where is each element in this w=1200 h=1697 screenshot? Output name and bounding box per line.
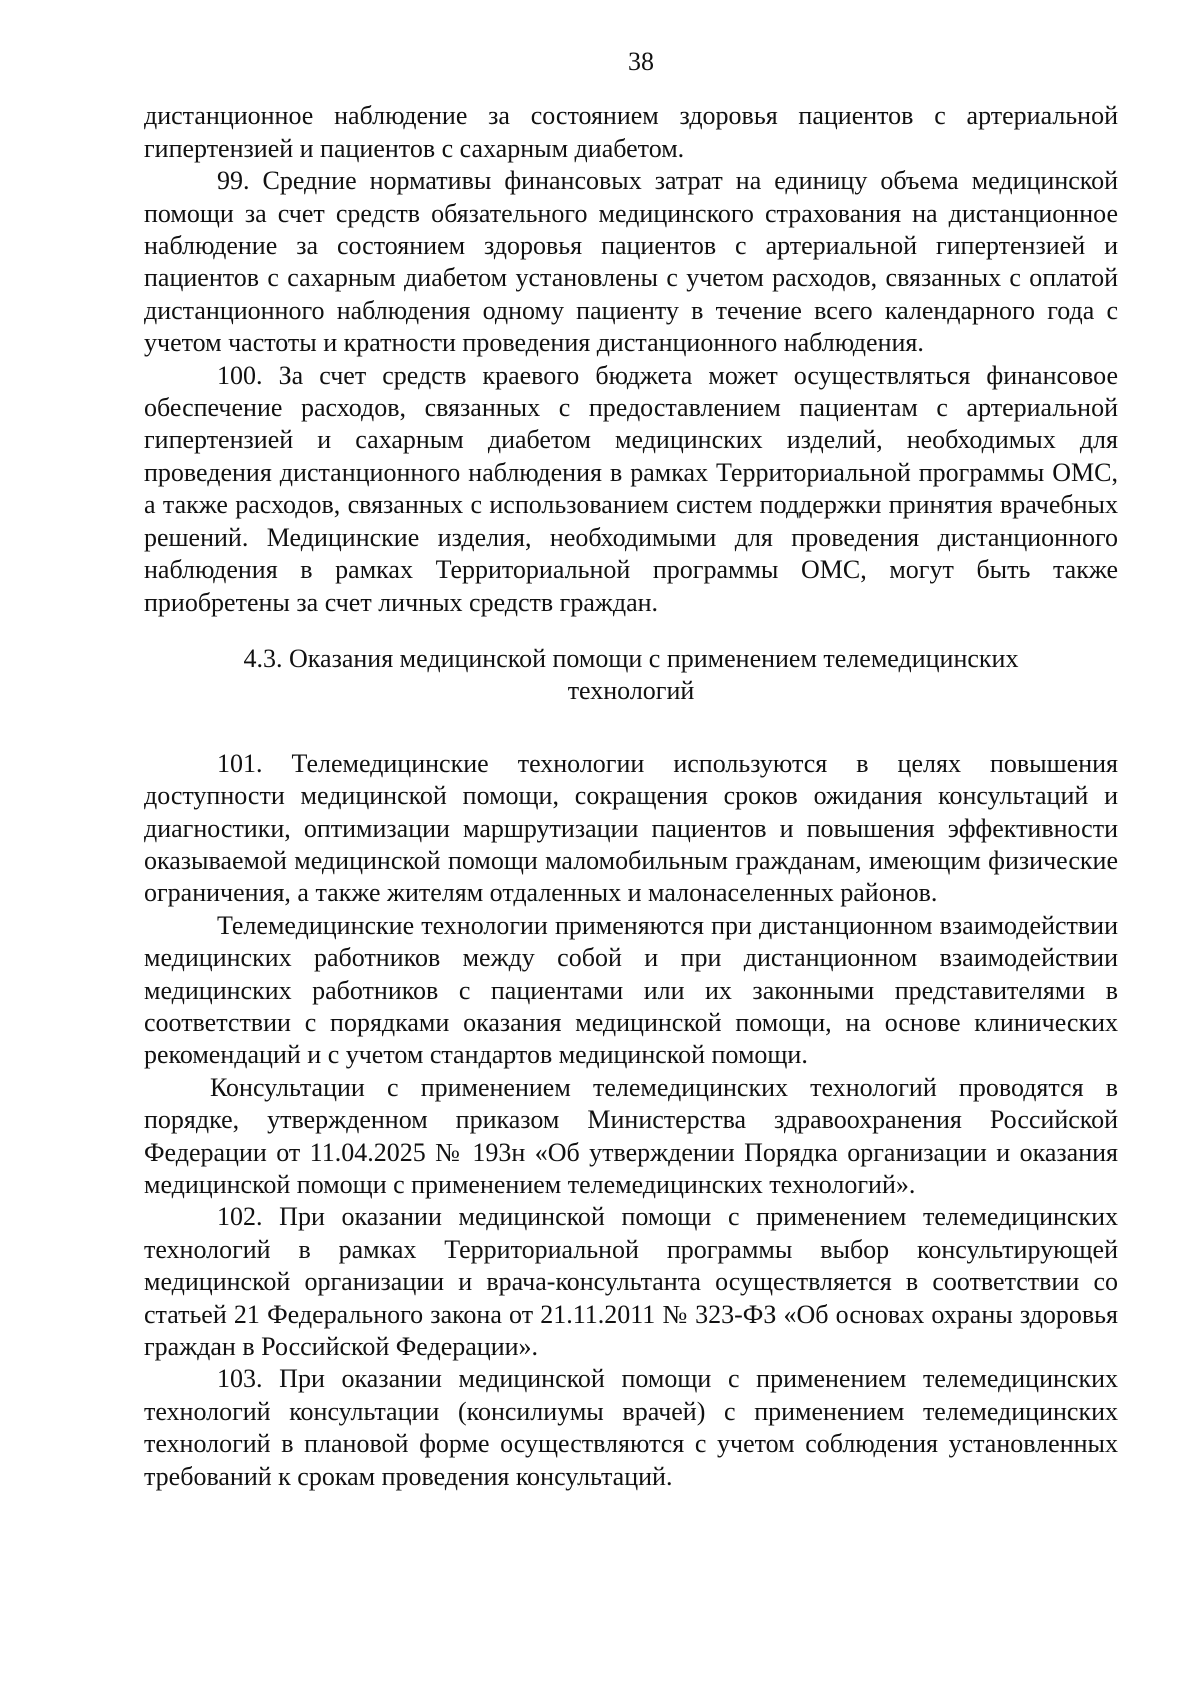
paragraph-consultations-order: Консультации с применением телемедицинских технологий проводятся в порядке, утвержденном приказом Министерства здравоохранения Российской Федерации от 11.04.2025 № 193н «Об утверждении Порядка организации и оказания медицинской помощи с применением телемедицинских технологий». [144, 1072, 1118, 1199]
paragraph-100: 100. За счет средств краевого бюджета может осуществляться финансовое обеспечение расходов, связанных с предоставлением пациентам с артериальной гипертензией и сахарным диабетом медицинских изделий, необходимых для проведения дистанционного наблюдения в рамках Территориальной программы ОМС, а также расходов, связанных с использованием систем поддержки принятия врачебных решений. Медицинские изделия, необходимыми для проведения дистанционного наблюдения в рамках Территориальной программы ОМС, могут быть также приобретены за счет личных средств граждан. [144, 360, 1118, 617]
paragraph-99: 99. Средние нормативы финансовых затрат на единицу объема медицинской помощи за счет средств обязательного медицинского страхования на дистанционное наблюдение за состоянием здоровья пациентов с артериальной гипертензией и пациентов с сахарным диабетом установлены с учетом расходов, связанных с оплатой дистанционного наблюдения одному пациенту в течение всего календарного года с учетом частоты и кратности проведения дистанционного наблюдения. [144, 166, 1118, 358]
paragraph-103: 103. При оказании медицинской помощи с применением телемедицинских технологий консультации (консилиумы врачей) с применением телемедицинских технологий в плановой форме осуществляются с учетом соблюдения установленных требований к срокам проведения консультаций. [144, 1364, 1118, 1491]
section-heading-4-3 [144, 643, 1118, 708]
paragraph-101: 101. Телемедицинские технологии используются в целях повышения доступности медицинской помощи, сокращения сроков ожидания консультаций и диагностики, оптимизации маршрутизации пациентов и повышения эффективности оказываемой медицинской помощи маломобильным гражданам, имеющим физические ограничения, а также жителям отдаленных и малонаселенных районов. [144, 748, 1118, 908]
paragraph-102: 102. При оказании медицинской помощи с применением телемедицинских технологий в рамках Территориальной программы выбор консультирующей медицинской организации и врача-консультанта осуществляется в соответствии со статьей 21 Федерального закона от 21.11.2011 № 323-ФЗ «Об основах охраны здоровья граждан в Российской Федерации». [144, 1202, 1118, 1362]
paragraph-continuation: дистанционное наблюдение за состоянием здоровья пациентов с артериальной гипертензией и пациентов с сахарным диабетом. [144, 101, 1118, 163]
section-heading-line-1: 4.3. Оказания медицинской помощи с применением телемедицинских [243, 643, 1019, 673]
section-heading-line-2: технологий [567, 676, 695, 706]
paragraph-telemedicine-use: Телемедицинские технологии применяются при дистанционном взаимодействии медицинских работников между собой и при дистанционном взаимодействии медицинских работников с пациентами или их законными представителями в соответствии с порядками оказания медицинской помощи, на основе клинических рекомендаций и с учетом стандартов медицинской помощи. [144, 910, 1118, 1070]
page-number: 38 [628, 47, 654, 76]
